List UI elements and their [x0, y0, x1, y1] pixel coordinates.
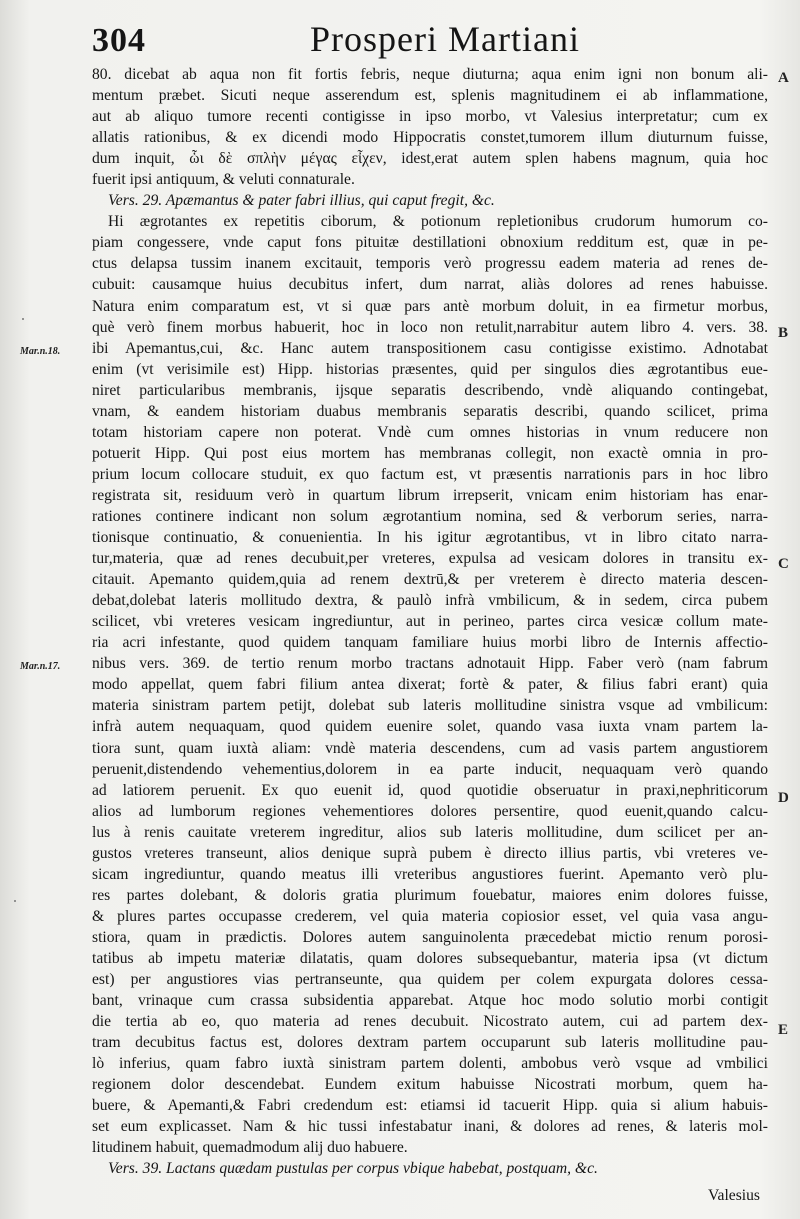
text-line: infrà autem nequaquam, quod quidem euenire solet, quando vasa iuxta vnam partem la-: [92, 718, 768, 736]
text-line: sicam ingrediuntur, quando meatus illi vreteribus angustiores fuerint. Apemanto verò plu-: [92, 865, 768, 883]
text-line: scilicet, vbi vreteres vesicam ingrediuntur, aut in perineo, partes circa vesicæ collum mate-: [92, 613, 768, 631]
text-line: tionisque continuatio, & conuenientia. In his igitur ægrotantibus, vt in libro citato narra-: [92, 529, 768, 547]
text-line: lò inferius, quam fabro iuxtà sinistram partem dolenti, ambobus verò vsque ad vmbilici: [92, 1055, 768, 1073]
text-line: tur,materia, quæ ad renes decubuit,per vreteres, expulsa ad vesicam dolores in transitu ex-: [92, 550, 768, 568]
text-line: peruenit,distendendo vehementius,dolorem in ea parte inducit, nequaquam verò quando: [92, 760, 768, 778]
text-line: piam congessere, vnde caput fons pituitæ destillationi obnoxium redditum est, quæ in pe-: [92, 234, 768, 252]
text-line: registrata sit, residuum verò in quartum librum irrepserit, vnicam enim historiam has enar-: [92, 486, 768, 504]
page-header: [92, 12, 652, 62]
text-line: enim (vt verisimile est) Hipp. historias præsentes, quid per singulos dies ægrotantibus eue-: [92, 360, 768, 378]
verse-heading: Vers. 29. Apæmantus & pater fabri illius, qui caput fregit, &c.: [108, 192, 495, 210]
text-line: bant, vrinaque cum crassa subsidentia apparebat. Atque hoc modo solutio morbi contigit: [92, 992, 768, 1010]
text-line: ibi Apemantus,cui, &c. Hanc autem transpositionem casu contigisse existimo. Adnotabat: [92, 339, 768, 357]
text-line: dum inquit, ὧι δὲ σπλὴν μέγας εἶχεν, idest,erat autem splen habens magnum, quia hoc: [92, 150, 768, 168]
text-line: allatis rationibus, & ex dicendi modo Hippocratis constet,tumorem illum diuturnum fuisse,: [92, 129, 768, 147]
text-line: set eum explicasset. Nam & hic tussi infestabatur inani, & dolores ad renes, & lateris mol-: [92, 1118, 768, 1136]
margin-letter: B: [778, 325, 789, 341]
text-line: & plures partes occupasse crederem, vel quia materia copiosior esset, vel quia vasa angu-: [92, 907, 768, 925]
text-line: prium locum collocare studuit, ex quo factum est, vt præsentis narrationis pars in hoc libro: [92, 465, 768, 483]
text-line: tiora sunt, quam iuxtà aliam: vndè materia descendens, cum ad vasis partem angustiorem: [92, 739, 768, 757]
body-text: [92, 64, 768, 1179]
margin-letter: C: [778, 556, 789, 572]
text-line: res partes dolebant, & doloris gratia plurimum fouebatur, maiores enim dolores fuisse,: [92, 886, 768, 904]
text-line: regionem dolor descendebat. Eundem exitum habuisse Nicostrati morbum, quem ha-: [92, 1076, 768, 1094]
text-line: debat,dolebat lateris mollitudo dextra, & paulò infrà vmbilicum, & in sedem, circa pubem: [92, 592, 768, 610]
text-line: modo appellat, quem fabri filium antea dixerat; fortè & pater, & filius fabri erant) quia: [92, 676, 768, 694]
margin-speck: [14, 900, 16, 902]
text-line: 80. dicebat ab aqua non fit fortis febris, neque diuturna; aqua enim igni non bonum ali-: [92, 66, 768, 83]
text-line: gustos vreteres transeunt, alios denique suprà pubem è directo illius partis, vbi vreteres ve-: [92, 844, 768, 862]
text-line: Hi ægrotantes ex repetitis ciborum, & potionum repletionibus crudorum humorum co-: [108, 213, 768, 231]
text-line: ria acri infestante, quod quidem tanquam familiare huius morbi libro de Internis affectio-: [92, 634, 768, 652]
margin-letter: A: [778, 70, 789, 86]
text-line: buere, & Apemanti,& Fabri credendum est: etiamsi id tacuerit Hipp. quia si alium habuis-: [92, 1097, 768, 1115]
text-line: vnam, & eandem historiam duabus membranis separatis describi, quando scilicet, prima: [92, 402, 768, 420]
margin-letter: D: [778, 790, 789, 806]
text-line: potuerit Hipp. Qui post eius mortem has membranas collegit, non exactè omnia in pro-: [92, 444, 768, 462]
text-line: citauit. Apemanto quidem,quia ad renem dextrū,& per vreterem è directo materia descen-: [92, 571, 768, 589]
text-line: Natura enim comparatum est, vt si quæ pars antè morbum doluit, in ea firmetur morbus,: [92, 297, 768, 315]
text-line: tram decubitus factus est, dolores dextram partem occuparunt sub lateris mollitudine pau-: [92, 1034, 768, 1052]
text-line: aut ab aliquo tumore recenti contigisse in ipso morbo, vt Valesius interpretatur; cum ex: [92, 108, 768, 126]
text-line: ctus delapsa tussim inanem excitauit, temporis verò progressu eadem materia ad renes de-: [92, 255, 768, 273]
text-line: què verò finem morbus habuerit, hoc in loco non retulit,narrabitur autem libro 4. vers. 38.: [92, 318, 768, 336]
running-title: Prosperi Martiani: [310, 19, 580, 59]
text-line: rationes continere indicant non solum ægrotantium nomina, sed & verborum series, narra-: [92, 507, 768, 525]
page-number: 304: [92, 22, 146, 59]
text-line: fuerit ipsi antiquum, & veluti connaturale.: [92, 171, 355, 189]
text-line: stiora, quam in prædictis. Dolores autem sanguinolenta præcedebat mictio renum porosi-: [92, 928, 768, 946]
margin-speck: [22, 318, 24, 320]
margin-letter: E: [778, 1022, 789, 1038]
side-note: Mar.n.18.: [20, 346, 61, 357]
text-line: litudinem habuit, quemadmodum alij duo habuere.: [92, 1139, 408, 1157]
text-line: ad latiorem peruenit. Ex quo euenit id, quod quotidie obseruatur in praxi,nephriticorum: [92, 781, 768, 799]
catchword: Valesius: [708, 1187, 760, 1204]
text-line: niret particularibus membranis, ijsque separatis describendo, vndè aliquando contingebat,: [92, 381, 768, 399]
text-line: alios ad lumborum regiones vehementiores dolores persentire, quod euenit,quando calcu-: [92, 802, 768, 820]
verse-heading: Vers. 39. Lactans quædam pustulas per corpus vbique habebat, postquam, &c.: [108, 1160, 598, 1178]
text-line: lus à renis cauitate vreterem ingreditur, alios sub lateris mollitudine, dum scilicet per an-: [92, 823, 768, 841]
text-line: die tertia ab eo, quo materia ad renes decubuit. Nicostrato autem, cui ad partem dex-: [92, 1013, 768, 1031]
text-line: totam historiam capere non poterat. Vndè cum omnes historias in vnum reducere non: [92, 423, 768, 441]
side-note: Mar.n.17.: [20, 661, 61, 672]
text-line: est) per angustiores vias pertranseunte, qua quidem per colem expurgata dolores cessa-: [92, 971, 768, 989]
text-line: mentum præbet. Sicuti neque asserendum est, splenis magnitudinem ei ab inflammatione,: [92, 87, 768, 105]
text-line: materia sinistram partem petijt, dolebat sub lateris mollitudine sinistra vsque ad vmbilicum:: [92, 697, 768, 715]
text-line: tatibus ab impetu materiæ dilatatis, quam dolores subsequebantur, materia ipsa (vt dictum: [92, 949, 768, 967]
text-line: nibus vers. 369. de tertio renum morbo tractans adnotauit Hipp. Faber verò (nam fabrum: [92, 655, 768, 673]
text-line: cubuit: causamque huius decubitus infert, dum narrat, aliàs dolores ad renes habuisse.: [92, 276, 768, 294]
